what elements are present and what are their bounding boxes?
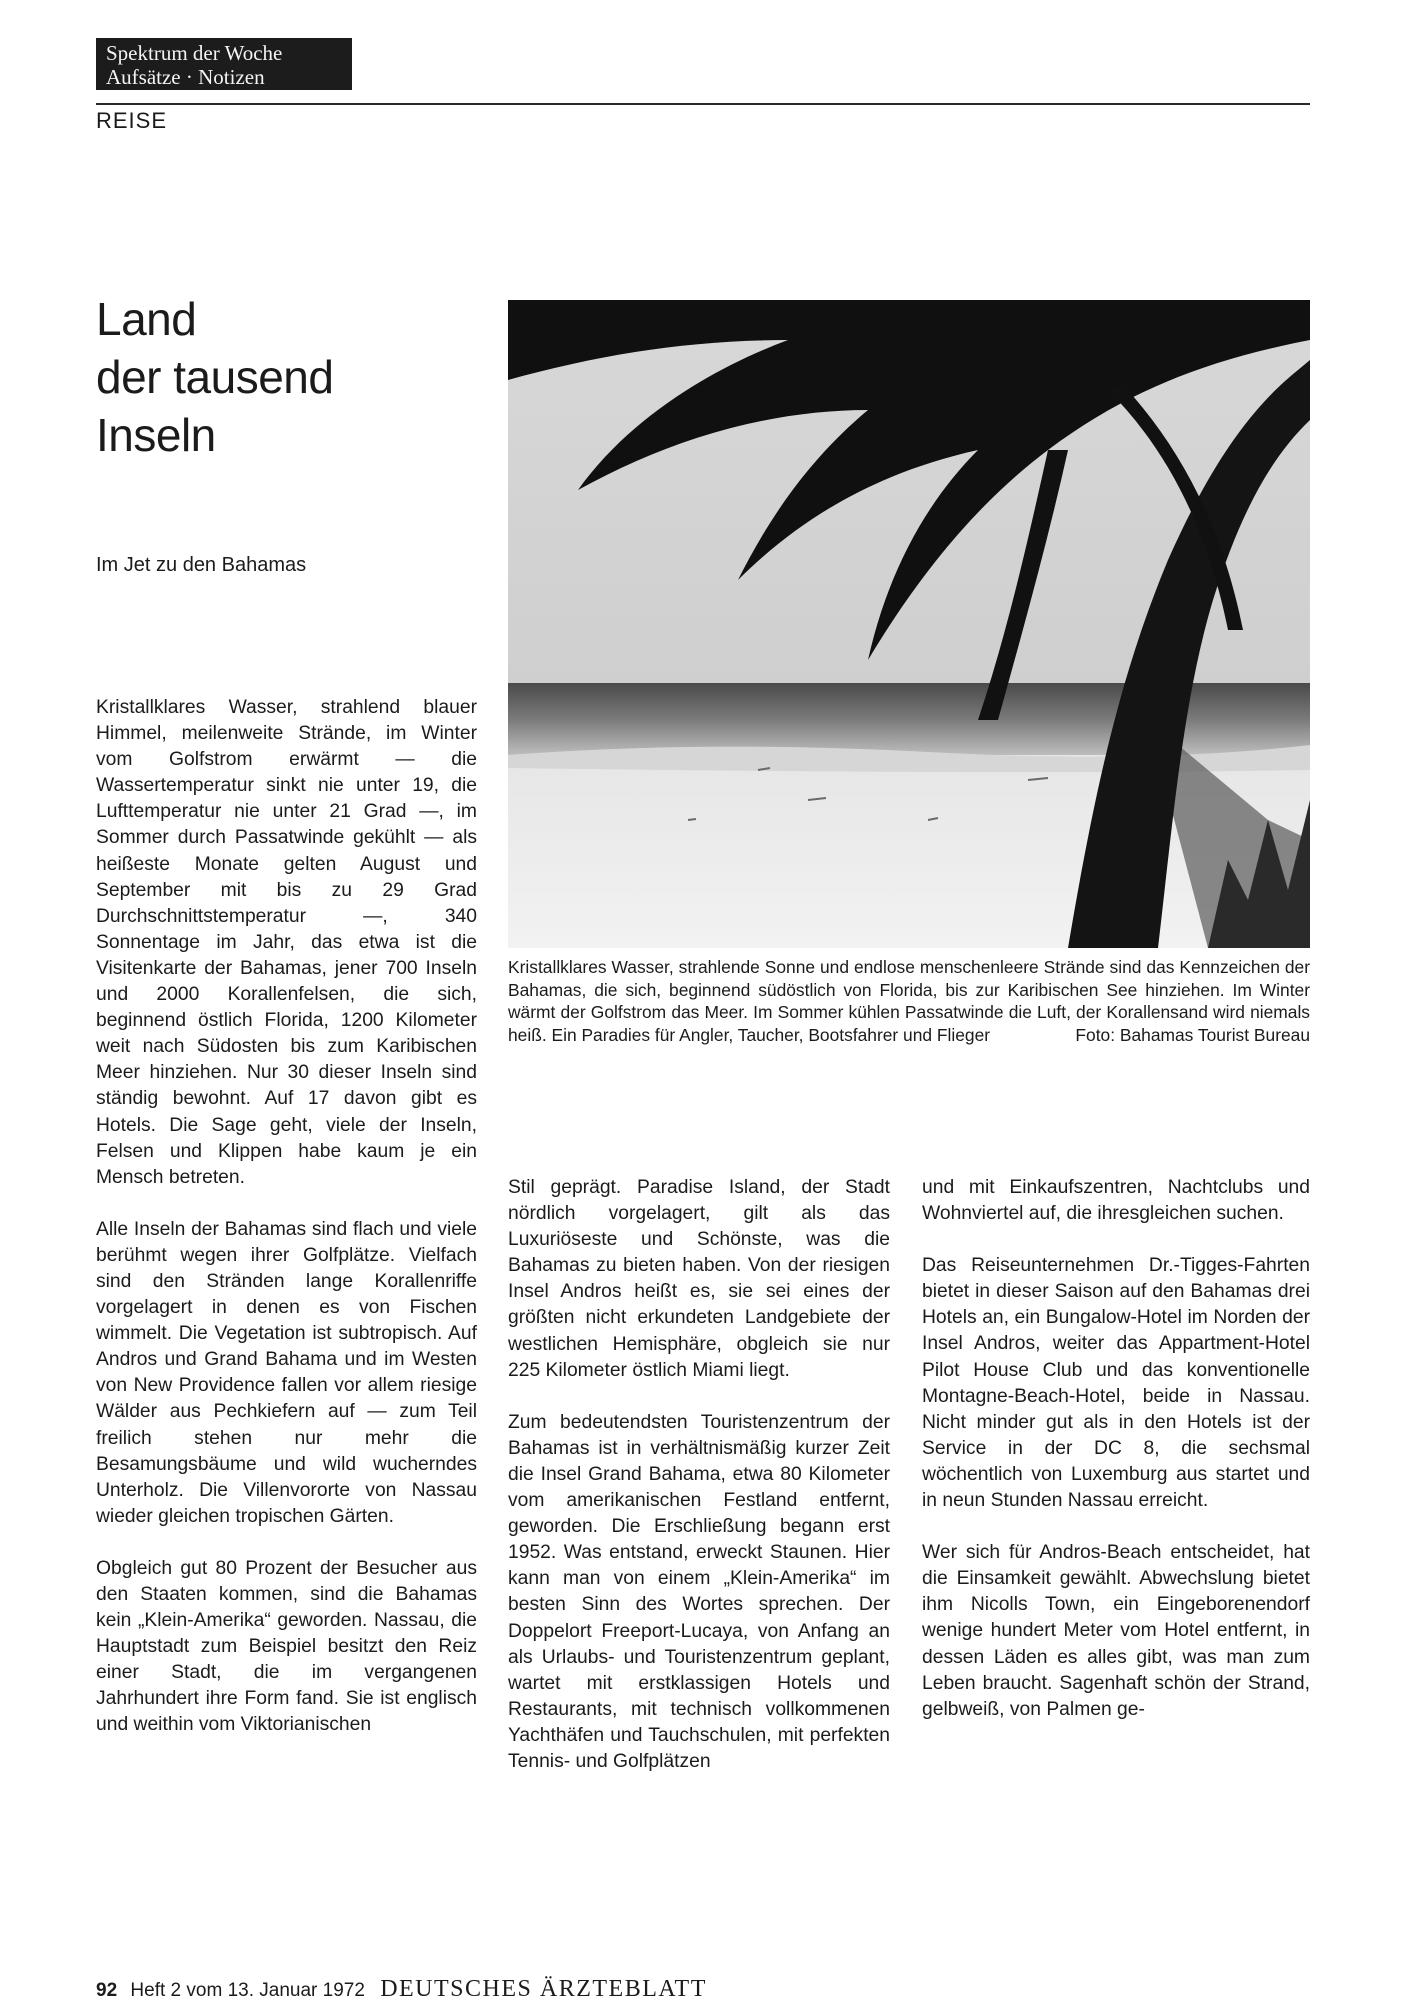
paragraph: und mit Einkaufszentren, Nachtclubs und Wohnviertel auf, die ihresgleichen suchen.	[922, 1177, 1310, 1225]
paragraph: Zum bedeutendsten Touristenzentrum der Bahamas ist in verhältnismäßig kurzer Zeit die Insel Grand Bahama, etwa 80 Kilometer vom amerikanischen Festland entfernt, geworden. Die Erschließung begann erst 1952. Was entstand, erweckt Staunen. Hier kann man von einem „Klein-Amerika“ im besten Sinn des Wortes sprechen. Der Doppelort Freeport-Lucaya, von Anfang an als Urlaubs- und Touristenzentrum geplant, wartet mit erstklassigen Hotels und Restaurants, mit technisch vollkommenen Yachthäfen und Tauchschulen, mit perfekten Tennis- und Golfplätzen	[508, 1411, 890, 1772]
caption-text: Kristallklares Wasser, strahlende Sonne und endlose menschenleere Strände sind das Kennzeichen der Bahamas, die sich, beginnend südöstlich von Florida, bis zur Karibischen See hinziehen. Im Winter wärmt der Golfstrom das Meer. Im Sommer kühlen Passatwinde die Luft, der Korallensand wird niemals heiß. Ein Paradies für Angler, Taucher, Bootsfahrer und Flieger	[508, 957, 1310, 1045]
category-label: REISE	[96, 108, 168, 133]
subheadline: Im Jet zu den Bahamas	[96, 554, 307, 576]
paragraph: Das Reiseunternehmen Dr.-Tigges-Fahrten bietet in dieser Saison auf den Bahamas drei Hotels an, ein Bungalow-Hotel im Norden der Insel Andros, weiter das Appartment-Hotel Pilot House Club und das konventionelle Montagne-Beach-Hotel, beide in Nassau. Nicht minder gut als in den Hotels ist der Service in der DC 8, die sechsmal wöchentlich von Luxemburg aus startet und in neun Stunden Nassau erreicht.	[922, 1255, 1310, 1512]
article-column-1	[96, 695, 477, 1765]
page-footer	[96, 1976, 707, 2003]
section-label-box	[96, 38, 352, 90]
page-number: 92	[96, 1980, 118, 2001]
header-rule	[96, 103, 1310, 105]
section-label-line-2: Aufsätze · Notizen	[106, 65, 265, 89]
palm-beach-photo	[508, 300, 1310, 948]
section-label-line-1: Spektrum der Woche	[106, 41, 283, 65]
paragraph: Alle Inseln der Bahamas sind flach und viele berühmt wegen ihrer Golfplätze. Vielfach sind den Stränden lange Korallenriffe vorgelagert in denen es von Fischen wimmelt. Die Vegetation ist subtropisch. Auf Andros und Grand Bahama und im Westen von New Providence fallen vor allem riesige Wälder aus Pechkiefern auf — zum Teil freilich stehen nur mehr die Besamungsbäume und wild wucherndes Unterholz. Die Villenvororte von Nassau wieder gleichen tropischen Gärten.	[96, 1218, 477, 1527]
headline-line: Inseln	[96, 409, 216, 461]
article-column-3	[922, 1175, 1310, 1749]
headline	[96, 290, 333, 464]
paragraph: Kristallklares Wasser, strahlend blauer Himmel, meilenweite Strände, im Winter vom Golfstrom erwärmt — die Wassertemperatur sinkt nie unter 19, die Lufttemperatur nie unter 21 Grad —, im Sommer durch Passatwinde gekühlt — als heißeste Monate gelten August und September mit bis zu 29 Grad Durchschnittstemperatur —, 340 Sonnentage im Jahr, das etwa ist die Visitenkarte der Bahamas, jener 700 Inseln und 2000 Korallenfelsen, die sich, beginnend östlich Florida, 1200 Kilometer weit nach Südosten bis zum Karibischen Meer hinziehen. Nur 30 dieser Inseln sind ständig bewohnt. Auf 17 davon gibt es Hotels. Die Sage geht, viele der Inseln, Felsen und Klippen habe kaum je ein Mensch betreten.	[96, 697, 477, 1188]
article-column-2	[508, 1175, 890, 1801]
journal-name: DEUTSCHES ÄRZTEBLATT	[380, 1976, 707, 2002]
photo-caption	[508, 956, 1310, 1046]
issue-info: Heft 2 vom 13. Januar 1972	[130, 1980, 365, 2001]
paragraph: Stil geprägt. Paradise Island, der Stadt nördlich vorgelagert, gilt als das Luxuriöseste und Schönste, was die Bahamas zu bieten haben. Von der riesigen Insel Andros heißt es, sie sei eines der größten nicht erkundeten Landgebiete der westlichen Hemisphäre, obgleich sie nur 225 Kilometer östlich Miami liegt.	[508, 1177, 890, 1381]
paragraph: Wer sich für Andros-Beach entscheidet, hat die Einsamkeit gewählt. Abwechslung bietet ihm Nicolls Town, ein Eingeborenendorf wenige hundert Meter vom Hotel entfernt, in dessen Läden es alles gibt, was man zum Leben braucht. Sagenhaft schön der Strand, gelbweiß, von Palmen ge-	[922, 1542, 1310, 1720]
paragraph: Obgleich gut 80 Prozent der Besucher aus den Staaten kommen, sind die Bahamas kein „Klein-Amerika“ geworden. Nassau, die Hauptstadt zum Beispiel besitzt den Reiz einer Stadt, die im vergangenen Jahrhundert ihre Form fand. Sie ist englisch und weithin vom Viktorianischen	[96, 1557, 477, 1736]
headline-line: Land	[96, 293, 197, 345]
photo-credit: Foto: Bahamas Tourist Bureau	[1075, 1024, 1310, 1045]
headline-line: der tausend	[96, 351, 334, 403]
